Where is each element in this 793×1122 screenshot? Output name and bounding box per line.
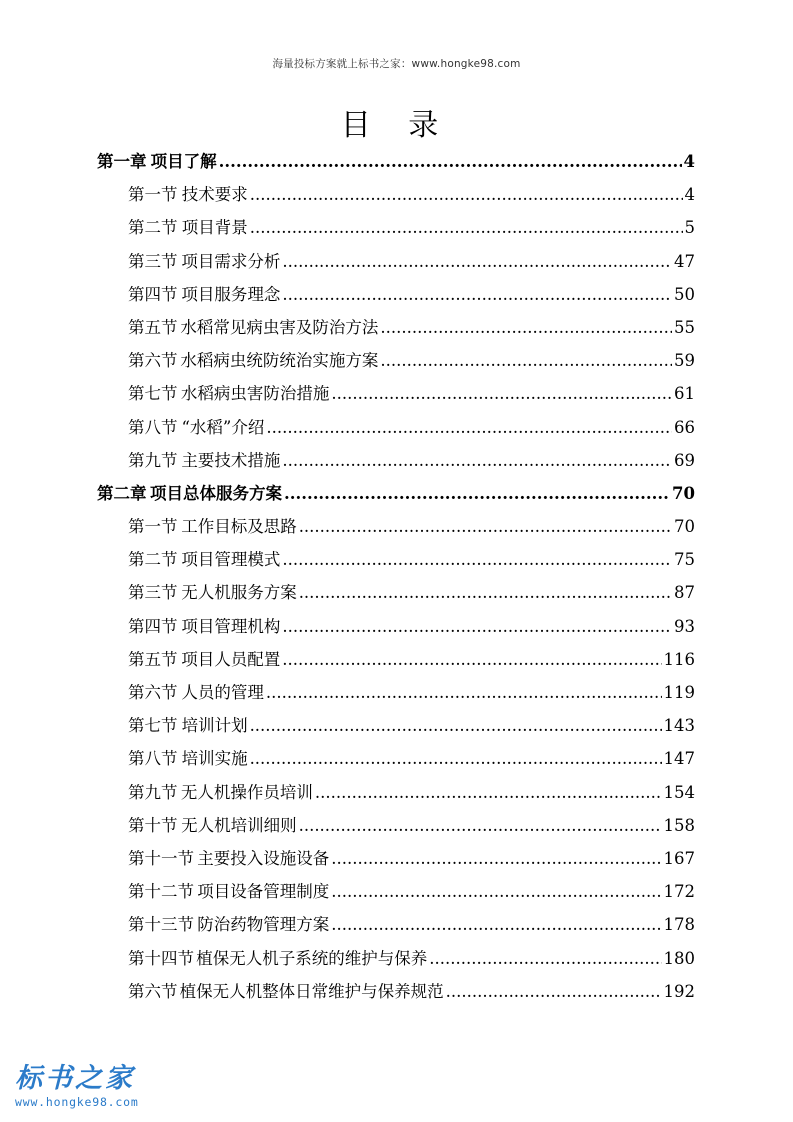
toc-entry-number: 第十一节 (128, 848, 194, 868)
toc-section-entry[interactable] (97, 942, 695, 975)
toc-dot-leader (282, 278, 672, 311)
toc-entry-number: 第十节 (128, 815, 178, 835)
toc-entry-number: 第二章 (97, 483, 147, 503)
toc-page-number: 5 (684, 218, 695, 238)
toc-dot-leader (250, 211, 683, 244)
toc-entry-number: 第一章 (97, 152, 147, 171)
toc-entry-number: 第二节 (128, 218, 178, 238)
toc-entry-number: 第一节 (128, 517, 178, 537)
toc-dot-leader (219, 145, 682, 178)
toc-section-entry[interactable] (97, 709, 695, 742)
toc-dot-leader (331, 908, 661, 941)
toc-entry-title: 培训实施 (181, 749, 248, 769)
toc-entry-title: 项目背景 (181, 218, 248, 238)
toc-entry-title: 项目需求分析 (181, 251, 281, 271)
toc-chapter-entry[interactable] (97, 477, 695, 510)
brand-url: www.hongke98.com (15, 1095, 139, 1109)
toc-section-entry[interactable] (97, 643, 695, 676)
toc-page-number: 158 (663, 815, 695, 835)
toc-section-entry[interactable] (97, 842, 695, 875)
toc-entry-number: 第十二节 (128, 882, 194, 902)
toc-section-entry[interactable] (97, 742, 695, 775)
toc-dot-leader (331, 842, 661, 875)
toc-page-number: 70 (674, 517, 695, 537)
toc-section-entry[interactable] (97, 676, 695, 709)
toc-entry-number: 第三节 (128, 583, 178, 603)
toc-entry-title: 项目设备管理制度 (197, 882, 330, 902)
toc-entry-number: 第六节 (128, 683, 178, 702)
toc-page-number: 59 (674, 351, 695, 371)
toc-entry-number: 第九节 (128, 782, 178, 802)
toc-entry-title: 项目总体服务方案 (149, 483, 282, 503)
toc-page-number: 167 (663, 848, 695, 868)
toc-entry-title: 防治药物管理方案 (197, 915, 330, 935)
toc-page-number: 4 (684, 185, 695, 205)
toc-dot-leader (299, 576, 672, 609)
toc-entry-title: 项目管理模式 (181, 550, 281, 570)
toc-page-number: 61 (674, 384, 695, 404)
toc-page-number: 55 (674, 317, 695, 337)
toc-page-number: 154 (663, 782, 695, 802)
toc-dot-leader (331, 875, 661, 908)
toc-entry-number: 第一节 (128, 185, 178, 205)
toc-dot-leader (282, 610, 672, 643)
toc-entry-title: 植保无人机整体日常维护与保养规范 (179, 981, 444, 1001)
toc-entry-number: 第七节 (128, 716, 178, 736)
toc-entry-title: 项目人员配置 (181, 649, 281, 669)
toc-page-number: 143 (663, 716, 695, 736)
toc-section-entry[interactable] (97, 975, 695, 1008)
toc-entry-title: 项目服务理念 (181, 284, 281, 304)
toc-dot-leader (284, 477, 670, 510)
toc-section-entry[interactable] (97, 444, 695, 477)
toc-entry-title: 人员的管理 (181, 683, 264, 702)
toc-section-entry[interactable] (97, 211, 695, 244)
toc-page-number: 192 (663, 981, 695, 1001)
toc-dot-leader (315, 776, 662, 809)
toc-page-number: 93 (674, 616, 695, 636)
toc-entry-number: 第六节 (128, 351, 178, 371)
toc-dot-leader (266, 411, 672, 444)
toc-entry-title: 水稻病虫害防治措施 (180, 384, 330, 404)
toc-page-number: 178 (663, 915, 695, 935)
toc-section-entry[interactable] (97, 776, 695, 809)
toc-entry-title: 无人机服务方案 (181, 583, 297, 603)
toc-page-number: 70 (672, 483, 695, 503)
toc-page-number: 147 (663, 749, 695, 769)
toc-entry-title: 水稻常见病虫害及防治方法 (180, 317, 379, 337)
toc-section-entry[interactable] (97, 875, 695, 908)
toc-section-entry[interactable] (97, 178, 695, 211)
toc-section-entry[interactable] (97, 576, 695, 609)
toc-dot-leader (429, 942, 661, 975)
toc-page-number: 69 (674, 450, 695, 470)
toc-section-entry[interactable] (97, 245, 695, 278)
toc-page-number: 4 (683, 152, 695, 171)
toc-entry-title: “水稻”介绍 (181, 417, 265, 437)
toc-page-number: 116 (663, 649, 695, 669)
page-header: 海量投标方案就上标书之家：www.hongke98.com (272, 58, 521, 70)
toc-entry-number: 第九节 (128, 450, 178, 470)
toc-page-number: 87 (674, 583, 695, 603)
toc-page-number: 172 (663, 882, 695, 902)
toc-section-entry[interactable] (97, 377, 695, 410)
toc-page-number: 119 (663, 683, 695, 702)
toc-chapter-entry[interactable] (97, 145, 695, 178)
toc-section-entry[interactable] (97, 610, 695, 643)
toc-dot-leader (266, 676, 662, 709)
toc-dot-leader (282, 643, 661, 676)
toc-page-number: 50 (674, 284, 695, 304)
toc-entry-title: 植保无人机子系统的维护与保养 (196, 948, 428, 968)
toc-section-entry[interactable] (97, 908, 695, 941)
toc-entry-number: 第八节 (128, 749, 178, 769)
toc-dot-leader (250, 742, 662, 775)
toc-entry-title: 项目了解 (150, 152, 217, 171)
toc-dot-leader (282, 543, 672, 576)
table-of-contents (97, 145, 695, 1008)
toc-dot-leader (446, 975, 662, 1008)
toc-entry-number: 第四节 (128, 616, 178, 636)
toc-page-number: 47 (674, 251, 695, 271)
toc-entry-number: 第八节 (128, 417, 178, 437)
toc-entry-title: 项目管理机构 (181, 616, 281, 636)
toc-section-entry[interactable] (97, 278, 695, 311)
toc-dot-leader (250, 178, 683, 211)
toc-dot-leader (282, 245, 672, 278)
toc-section-entry[interactable] (97, 809, 695, 842)
page-title: 目 录 (340, 108, 453, 143)
toc-entry-title: 水稻病虫统防统治实施方案 (180, 351, 379, 371)
toc-entry-number: 第十四节 (128, 948, 194, 968)
toc-section-entry[interactable] (97, 543, 695, 576)
toc-section-entry[interactable] (97, 311, 695, 344)
toc-page-number: 75 (674, 550, 695, 570)
toc-entry-title: 工作目标及思路 (181, 517, 297, 537)
toc-page-number: 66 (674, 417, 695, 437)
toc-page-number: 180 (663, 948, 695, 968)
toc-entry-number: 第四节 (128, 284, 178, 304)
toc-entry-number: 第六节 (128, 981, 178, 1001)
toc-entry-title: 无人机培训细则 (181, 815, 297, 835)
toc-entry-title: 无人机操作员培训 (180, 782, 313, 802)
toc-dot-leader (380, 344, 672, 377)
toc-dot-leader (282, 444, 672, 477)
footer-logo (15, 1064, 165, 1110)
toc-dot-leader (250, 709, 662, 742)
toc-entry-number: 第七节 (128, 384, 178, 404)
toc-dot-leader (380, 311, 672, 344)
toc-entry-number: 第五节 (128, 317, 178, 337)
toc-entry-title: 主要技术措施 (181, 450, 281, 470)
toc-dot-leader (299, 809, 662, 842)
toc-entry-number: 第五节 (128, 649, 178, 669)
toc-section-entry[interactable] (97, 344, 695, 377)
toc-entry-title: 技术要求 (181, 185, 248, 205)
toc-entry-title: 培训计划 (181, 716, 248, 736)
brand-logo-text: 标书之家 (15, 1063, 135, 1094)
toc-dot-leader (299, 510, 672, 543)
toc-entry-title: 主要投入设施设备 (197, 848, 330, 868)
toc-entry-number: 第十三节 (128, 915, 194, 935)
toc-entry-number: 第二节 (128, 550, 178, 570)
toc-dot-leader (331, 377, 672, 410)
toc-entry-number: 第三节 (128, 251, 178, 271)
toc-section-entry[interactable] (97, 411, 695, 444)
toc-section-entry[interactable] (97, 510, 695, 543)
